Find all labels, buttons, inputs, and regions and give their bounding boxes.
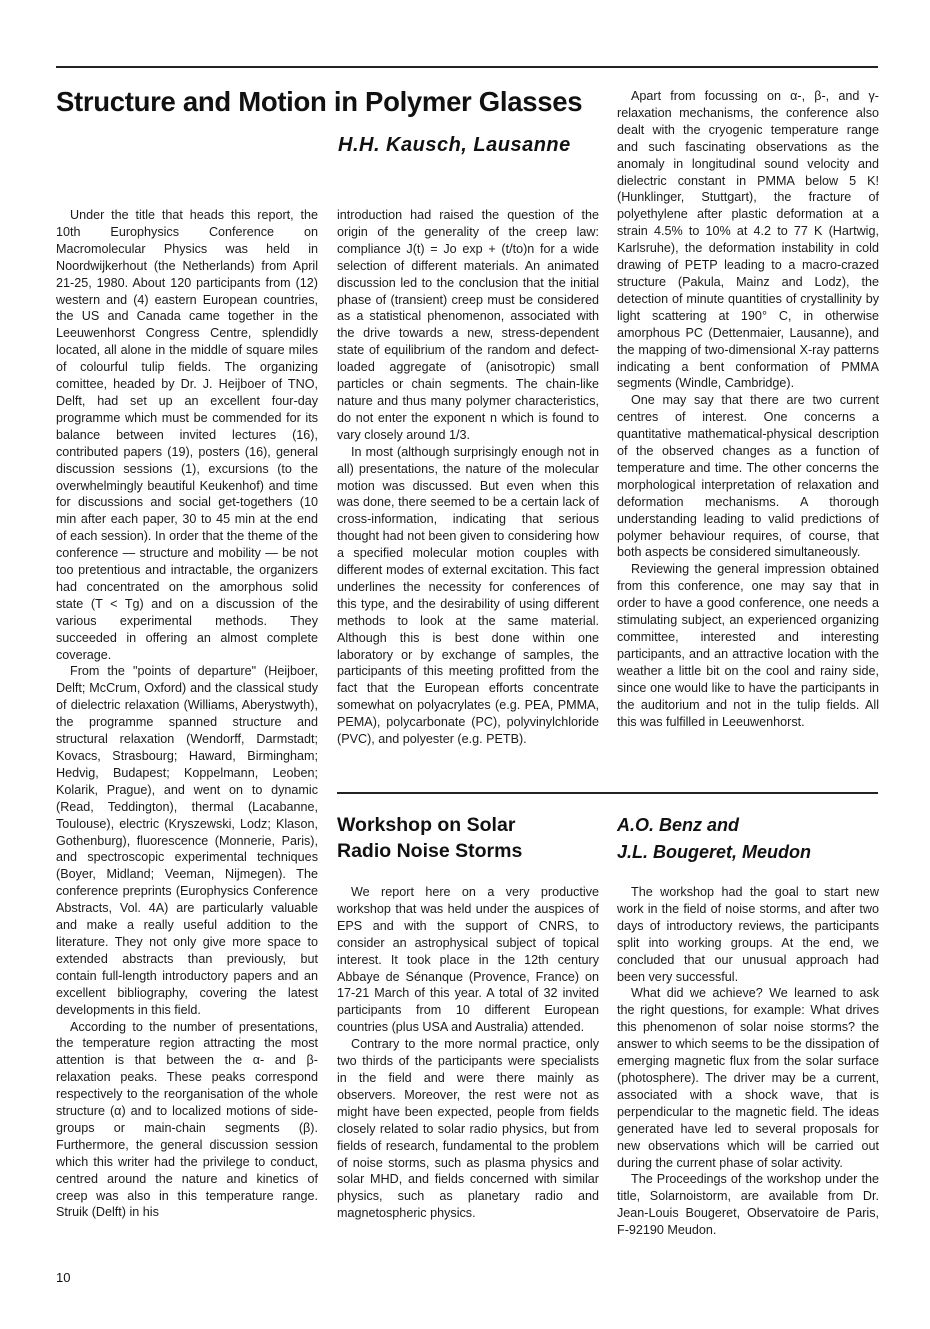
article1-column-3 <box>617 88 879 730</box>
paragraph: One may say that there are two current centres of interest. One concerns a quantitative mathematical-physical description of the observed changes as a function of temperature and time. The other concerns the morphological interpretation of relaxation and deformation mechanisms. A thorough understanding leading to valid predictions of polymer behaviour requires, of course, that both aspects be considered simultaneously. <box>617 393 879 560</box>
article1-column-1 <box>56 207 318 1221</box>
paragraph: Apart from focussing on α-, β-, and γ-relaxation mechanisms, the conference also dealt with the cryogenic temperature range and such fascinating observations as the anomaly in longitudinal sound velocity and dielectric constant in PMMA below 5 K! (Hunklinger, Stuttgart), the fracture of polyethylene after plastic deformation at a strain 4.5% to 10% at 4.2 to 77 K (Hartwig, Karlsruhe), the deformation instability in cold drawing of PETP leading to a macro-crazed structure (Pakula, Mainz and Lodz), the detection of minute quantities of crystallinity by light scattering at 190° C, in otherwise amorphous PC (Dettenmaier, Lausanne), and the mapping of two-dimensional X-ray patterns indicating a bent conformation of PMMA segments (Windle, Cambridge). <box>617 89 879 391</box>
paragraph: introduction had raised the question of the origin of the generality of the creep law: compliance J(t) = Jo exp + (t/to)n for a wide selection of different materials. An animated discussion led to the conclusion that the initial phase of (transient) creep must be considered as a statistical phenomenon, associated with the drive towards a new, stress-dependent state of equilibrium of the random and defect-loaded aggregate of (anisotropic) small particles or chain segments. The chain-like nature and thus many polymer characteristics, do not enter the exponent n which is found to vary closely around 1/3. <box>337 208 599 442</box>
article2-title <box>337 812 599 864</box>
paragraph: Contrary to the more normal practice, only two thirds of the participants were specialists in the field and were there mainly as observers. Moreover, the rest were not as might have been expected, people from fields closely related to solar radio physics, but from fields of research, fundamental to the problem of noise storms, such as plasma physics and solar MHD, and fields concerned with similar physics, such as planetary radio and magnetospheric physics. <box>337 1037 599 1221</box>
top-rule <box>56 66 878 68</box>
article2-author <box>617 812 811 866</box>
article2-title-line-1: Workshop on Solar <box>337 814 516 836</box>
paragraph: According to the number of presentations, the temperature region attracting the most attention is that between the α- and β-relaxation peaks. These peaks correspond respectively to the reorganisation of the whole structure (α) and to localized motions of side-groups or main-chain segments (β). Furthermore, the general discussion session which this writer had the privilege to conduct, centred around the nature and kinetics of creep was also in this temperature range. Struik (Delft) in his <box>56 1019 318 1220</box>
paragraph: Under the title that heads this report, the 10th Europhysics Conference on Macromolecular Physics was held in Noordwijkerhout (the Netherlands) from April 21-25, 1980. About 120 participants from (12) western and (4) eastern European countries, the US and Canada came together in the Leeuwenhorst Congress Centre, splendidly located, all alone in the middle of square miles of colourful tulip fields. The organizing comittee, headed by Dr. J. Heijboer of TNO, Delft, had set up an excellent four-day programme which must be commended for its balance between invited lectures (16), contributed papers (19), posters (16), general discussion sessions (1), excursions (to the overwhelmingly beautiful Keukenhof) and time for discussions and social get-togethers (10 min after each paper, 30 to 45 min at the end of each session). In order that the theme of the conference — structure and mobility — be not too pretentious and intractable, the organizers had concentrated on the amorphous solid state (T < Tg) and on a discussion of the various experimental methods. They succeeded in offering an almost complete coverage. <box>56 208 318 662</box>
article2-author-line-1: A.O. Benz and <box>617 815 740 835</box>
paragraph: The workshop had the goal to start new work in the field of noise storms, and after two days of introductory reviews, the participants split into working groups. At the end, we concluded that our unusual approach had been very successful. <box>617 885 879 984</box>
page-number: 10 <box>56 1270 71 1285</box>
article1-column-2 <box>337 207 599 748</box>
article-author: H.H. Kausch, Lausanne <box>338 134 571 156</box>
section-rule <box>337 792 878 794</box>
article2-column-3 <box>617 884 879 1239</box>
paragraph: From the "points of departure" (Heijboer, Delft; McCrum, Oxford) and the classical study of dielectric relaxation (Williams, Aberystwyth), the programme spanned structure and structural relaxation (Wendorff, Darmstadt; Kovacs, Strasbourg; Haward, Birmingham; Hedvig, Budapest; Koppelmann, Leoben; Kolarik, Prague), and went on to dynamic (Read, Teddington), thermal (Lacabanne, Toulouse), electric (Kryszewski, Lodz; Klason, Gothenburg), fluorescence (Monnerie, Paris), and spectroscopic experimental techniques (Boyer, Midland; Veeman, Nijmegen). The conference preprints (Europhysics Conference Abstracts, Vol. 4A) are particularly valuable and make a really useful addition to the literature. They not only give more space to extended abstracts than previously, but contain full-length introductory papers and an excellent bibliography, covering the latest developments in this field. <box>56 664 318 1017</box>
paragraph: The Proceedings of the workshop under the title, Solarnoistorm, are available from Dr. Jean-Louis Bougeret, Observatoire de Paris, F-92190 Meudon. <box>617 1172 879 1238</box>
article-title: Structure and Motion in Polymer Glasses <box>56 86 583 117</box>
paragraph: In most (although surprisingly enough not in all) presentations, the nature of the molecular motion was discussed. But even when this was done, there seemed to be a certain lack of cross-information, indicating that serious thought had not been given to considering how a specified molecular motion couples with different modes of external excitation. This fact underlines the necessity for conferences of this type, and the desirability of using different methods to look at the same material. Although this is best done within one laboratory or by exchange of samples, the participants of this meeting profitted from the fact that the European efforts concentrate somewhat on polyacrylates (e.g. PEA, PMMA, PEMA), polycarbonate (PC), polyvinylchloride (PVC), and polyester (e.g. PETB). <box>337 444 599 747</box>
paragraph: We report here on a very productive workshop that was held under the auspices of EPS and with the support of CNRS, to consider an astrophysical subject of topical interest. It took place in the 12th century Abbaye de Sénanque (Provence, France) on 17-21 March of this year. A total of 32 invited participants from 10 different European countries (plus USA and Australia) attended. <box>337 885 599 1035</box>
article2-author-line-2: J.L. Bougeret, Meudon <box>617 842 812 862</box>
article2-column-2 <box>337 884 599 1222</box>
paragraph: Reviewing the general impression obtained from this conference, one may say that in order to have a good conference, one needs a stimulating subject, an experienced organizing committee, interested and interesting participants, and an attractive location with the weather a little bit on the cool and rainy side, since one would like to have the participants in the auditorium and not in the tulip fields. All this was fulfilled in Leeuwenhorst. <box>617 562 879 729</box>
paragraph: What did we achieve? We learned to ask the right questions, for example: What drives this phenomenon of solar noise storms? the answer to which seems to be the dissipation of emerging magnetic flux from the solar surface (photosphere). The driver may be a current, associated with a shock wave, that is perpendicular to the magnetic field. The ideas generated have led to several proposals for new observations which will be carried out during the current phase of solar activity. <box>617 986 879 1170</box>
article2-title-line-2: Radio Noise Storms <box>337 840 523 862</box>
